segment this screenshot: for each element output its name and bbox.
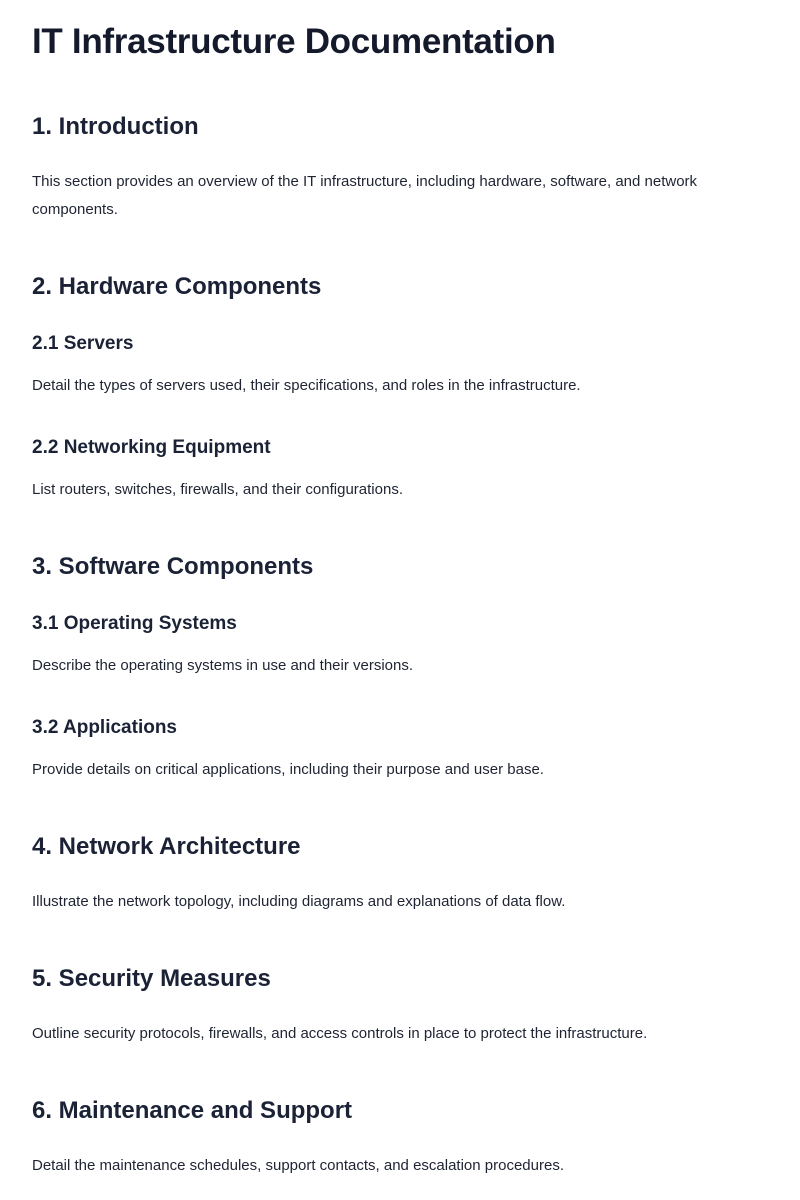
subsection-heading-operating-systems: 3.1 Operating Systems: [32, 613, 237, 634]
section-heading-security: 5. Security Measures: [32, 965, 271, 992]
subsection-text-servers: Detail the types of servers used, their specifications, and roles in the infrastructure.: [32, 377, 581, 394]
subsection-heading-servers: 2.1 Servers: [32, 333, 134, 354]
page-title: IT Infrastructure Documentation: [32, 22, 556, 61]
section-text-network-architecture: Illustrate the network topology, including diagrams and explanations of data flow.: [32, 893, 566, 910]
subsection-text-networking-equipment: List routers, switches, firewalls, and their configurations.: [32, 481, 403, 498]
section-heading-introduction: 1. Introduction: [32, 113, 199, 140]
section-heading-network-architecture: 4. Network Architecture: [32, 833, 301, 860]
section-heading-hardware: 2. Hardware Components: [32, 273, 322, 300]
section-text-security: Outline security protocols, firewalls, and access controls in place to protect the infrastructure.: [32, 1025, 648, 1042]
subsection-heading-networking-equipment: 2.2 Networking Equipment: [32, 437, 271, 458]
subsection-text-applications: Provide details on critical applications, including their purpose and user base.: [32, 761, 544, 778]
section-text-introduction: This section provides an overview of the IT infrastructure, including hardware, software, and network components.: [32, 173, 698, 218]
section-text-maintenance: Detail the maintenance schedules, support contacts, and escalation procedures.: [32, 1157, 564, 1174]
section-heading-software: 3. Software Components: [32, 553, 314, 580]
section-heading-maintenance: 6. Maintenance and Support: [32, 1097, 353, 1124]
subsection-text-operating-systems: Describe the operating systems in use and their versions.: [32, 657, 414, 674]
subsection-heading-applications: 3.2 Applications: [32, 717, 177, 738]
